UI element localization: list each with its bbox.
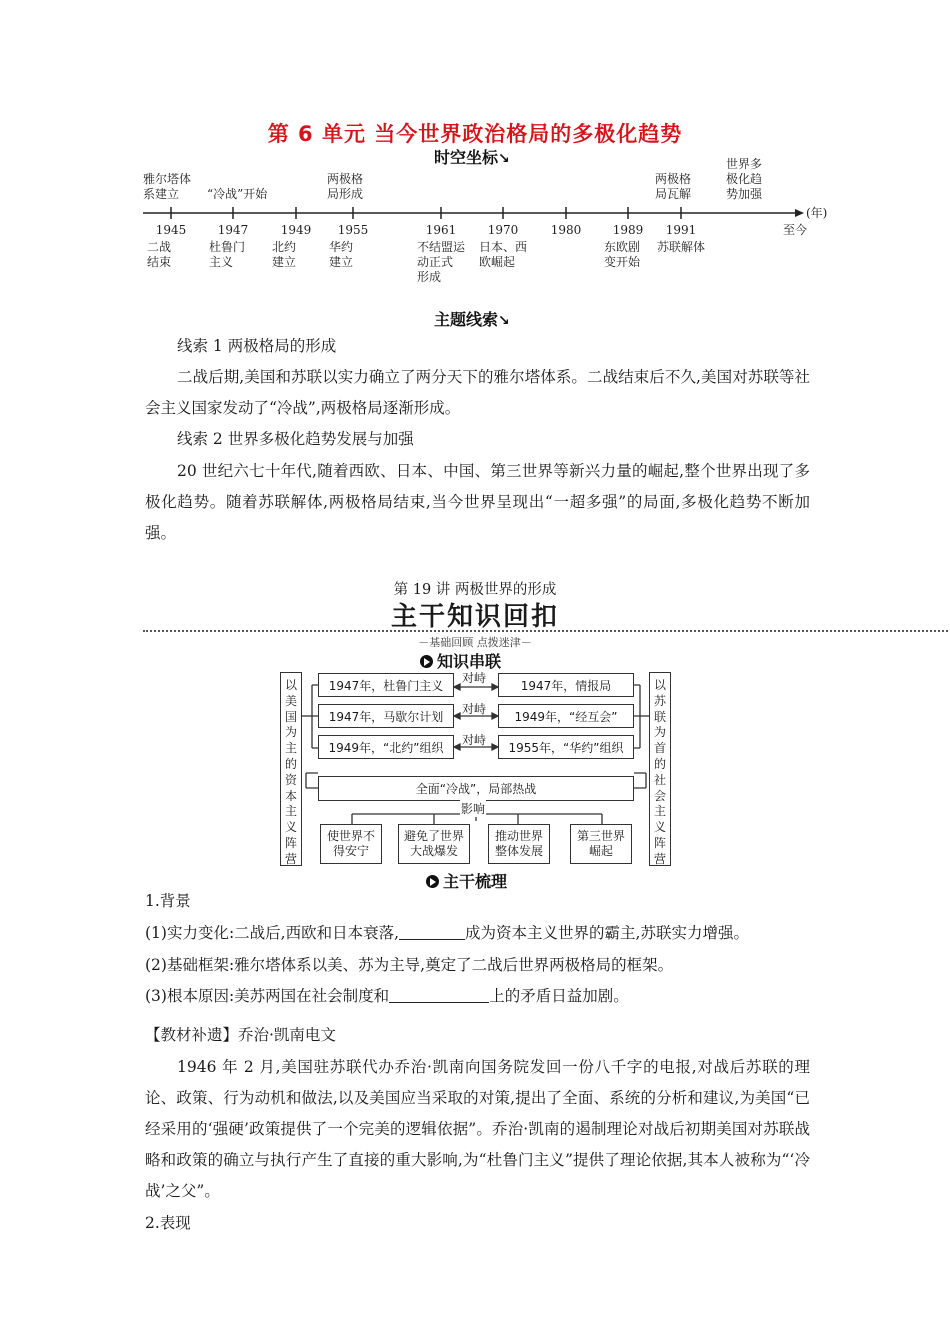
item-1-suffix: 成为资本主义世界的霸主,苏联实力增强。 xyxy=(465,924,749,942)
knowledge-heading-text: 知识串联 xyxy=(437,652,502,671)
timeline-year: 1991 xyxy=(665,223,697,237)
unit-title: 第 6 单元 当今世界政治格局的多极化趋势 xyxy=(267,122,683,146)
supplement-title: 【教材补遗】乔治·凯南电文 xyxy=(145,1026,336,1044)
item-2: (2)基础框架:雅尔塔体系以美、苏为主导,奠定了二战后世界两极格局的框架。 xyxy=(145,956,674,974)
timeline-year: 1961 xyxy=(425,223,457,237)
timeline-heading-text: 时空坐标 xyxy=(434,148,499,167)
timeline-year: 1970 xyxy=(487,223,519,237)
timeline-event-below: 苏联解体 xyxy=(657,240,706,254)
arrow-icon: ↘ xyxy=(498,313,510,329)
timeline-event-below: 二战 结束 xyxy=(147,240,172,269)
timeline-event-above: 两极格 局形成 xyxy=(327,172,364,201)
timeline-event-above: 世界多 极化趋 势加强 xyxy=(726,157,763,201)
timeline-year: 1955 xyxy=(337,223,369,237)
theme-heading xyxy=(434,307,510,330)
left-policy-3: 1949年，“北约”组织 xyxy=(318,735,454,759)
left-policy-1: 1947年，杜鲁门主义 xyxy=(318,673,454,697)
timeline-year: 1947 xyxy=(217,223,249,237)
arrow-icon: ↘ xyxy=(498,151,510,167)
timeline-event-above: “冷战”开始 xyxy=(207,187,268,201)
influence-label: 影响 xyxy=(461,802,486,816)
clue-1-text: 二战后期,美国和苏联以实力确立了两分天下的雅尔塔体系。二战结束后不久,美国对苏联等社会主义国家发动了“冷战”,两极格局逐渐形成。 xyxy=(145,368,810,417)
timeline-event-below: 东欧剧 变开始 xyxy=(604,240,641,269)
timeline-event-below: 杜鲁门 主义 xyxy=(209,240,246,269)
timeline-event-below: 北约 建立 xyxy=(272,240,297,269)
answer-blank-1[interactable] xyxy=(399,923,465,940)
timeline-event-below: 华约 建立 xyxy=(329,240,354,269)
timeline-event-above: 两极格 局瓦解 xyxy=(655,172,692,201)
timeline-year: 1949 xyxy=(280,223,312,237)
right-policy-3: 1955年，“华约”组织 xyxy=(498,735,634,759)
timeline-year: 1980 xyxy=(550,223,582,237)
dotted-divider xyxy=(143,630,948,632)
item-1 xyxy=(145,918,749,949)
item-3-suffix: 上的矛盾日益加剧。 xyxy=(489,987,629,1005)
timeline-event-below: 不结盟运 动正式 形成 xyxy=(417,240,466,284)
effect-4: 第三世界 崛起 xyxy=(570,824,632,864)
play-icon xyxy=(426,875,439,888)
theme-heading-text: 主题线索 xyxy=(434,310,499,329)
lecture-title: 第 19 讲 两极世界的形成 xyxy=(393,582,557,598)
confrontation-label-2: 对峙 xyxy=(462,702,487,716)
cold-war-box: 全面“冷战”，局部热战 xyxy=(318,776,634,801)
clue-2-label: 线索 2 世界多极化趋势发展与加强 xyxy=(177,430,414,448)
left-camp-text: 以美国为主的资本主义阵营 xyxy=(285,678,298,866)
clue-1-label: 线索 1 两极格局的形成 xyxy=(177,337,337,355)
banner-title: 主干知识回扣 xyxy=(390,602,559,632)
left-policy-2: 1947年，马歇尔计划 xyxy=(318,704,454,728)
right-policy-1: 1947年，情报局 xyxy=(498,673,634,697)
item-3-prefix: (3)根本原因:美苏两国在社会制度和 xyxy=(145,987,390,1005)
banner-subtitle: －基础回顾 点拨迷津－ xyxy=(418,636,532,649)
knowledge-diagram xyxy=(0,645,950,885)
outline-heading xyxy=(426,869,507,892)
timeline-year: 1989 xyxy=(612,223,644,237)
section-performance: 2.表现 xyxy=(145,1214,191,1232)
effect-2: 避免了世界 大战爆发 xyxy=(398,824,470,864)
right-camp-text: 以苏联为首的社会主义阵营 xyxy=(654,678,667,866)
effect-3: 推动世界 整体发展 xyxy=(488,824,550,864)
confrontation-label-1: 对峙 xyxy=(462,671,487,685)
answer-blank-2[interactable] xyxy=(389,986,489,1003)
item-3 xyxy=(145,981,629,1012)
clue-2-text: 20 世纪六七十年代,随着西欧、日本、中国、第三世界等新兴力量的崛起,整个世界出现了多极化趋势。随着苏联解体,两极格局结束,当今世界呈现出“一超多强”的局面,多极化趋势不断加强。 xyxy=(145,462,810,542)
timeline-year: 1945 xyxy=(155,223,187,237)
timeline-end-label: 至今 xyxy=(783,223,808,237)
section-background: 1.背景 xyxy=(145,892,191,910)
supplement-text: 1946 年 2 月,美国驻苏联代办乔治·凯南向国务院发回一份八千字的电报,对战后苏联的理论、政策、行为动机和做法,以及美国应当采取的对策,提出了全面、系统的分析和建议,为美国“已经采用的‘强硬’政策提供了一个完美的逻辑依据”。乔治·凯南的遏制理论对战后初期美国对苏联战略和政策的确立与执行产生了直接的重大影响,为“杜鲁门主义”提供了理论依据,其本人被称为“‘冷战’之父”。 xyxy=(145,1058,810,1200)
timeline-year-unit: (年) xyxy=(806,206,828,220)
item-1-prefix: (1)实力变化:二战后,西欧和日本衰落, xyxy=(145,924,400,942)
effect-1: 使世界不 得安宁 xyxy=(320,824,382,864)
confrontation-label-3: 对峙 xyxy=(462,733,487,747)
outline-heading-text: 主干梳理 xyxy=(443,872,508,891)
timeline-event-below: 日本、西 欧崛起 xyxy=(479,240,528,269)
right-policy-2: 1949年，“经互会” xyxy=(498,704,634,728)
timeline-event-above: 雅尔塔体 系建立 xyxy=(143,172,192,201)
